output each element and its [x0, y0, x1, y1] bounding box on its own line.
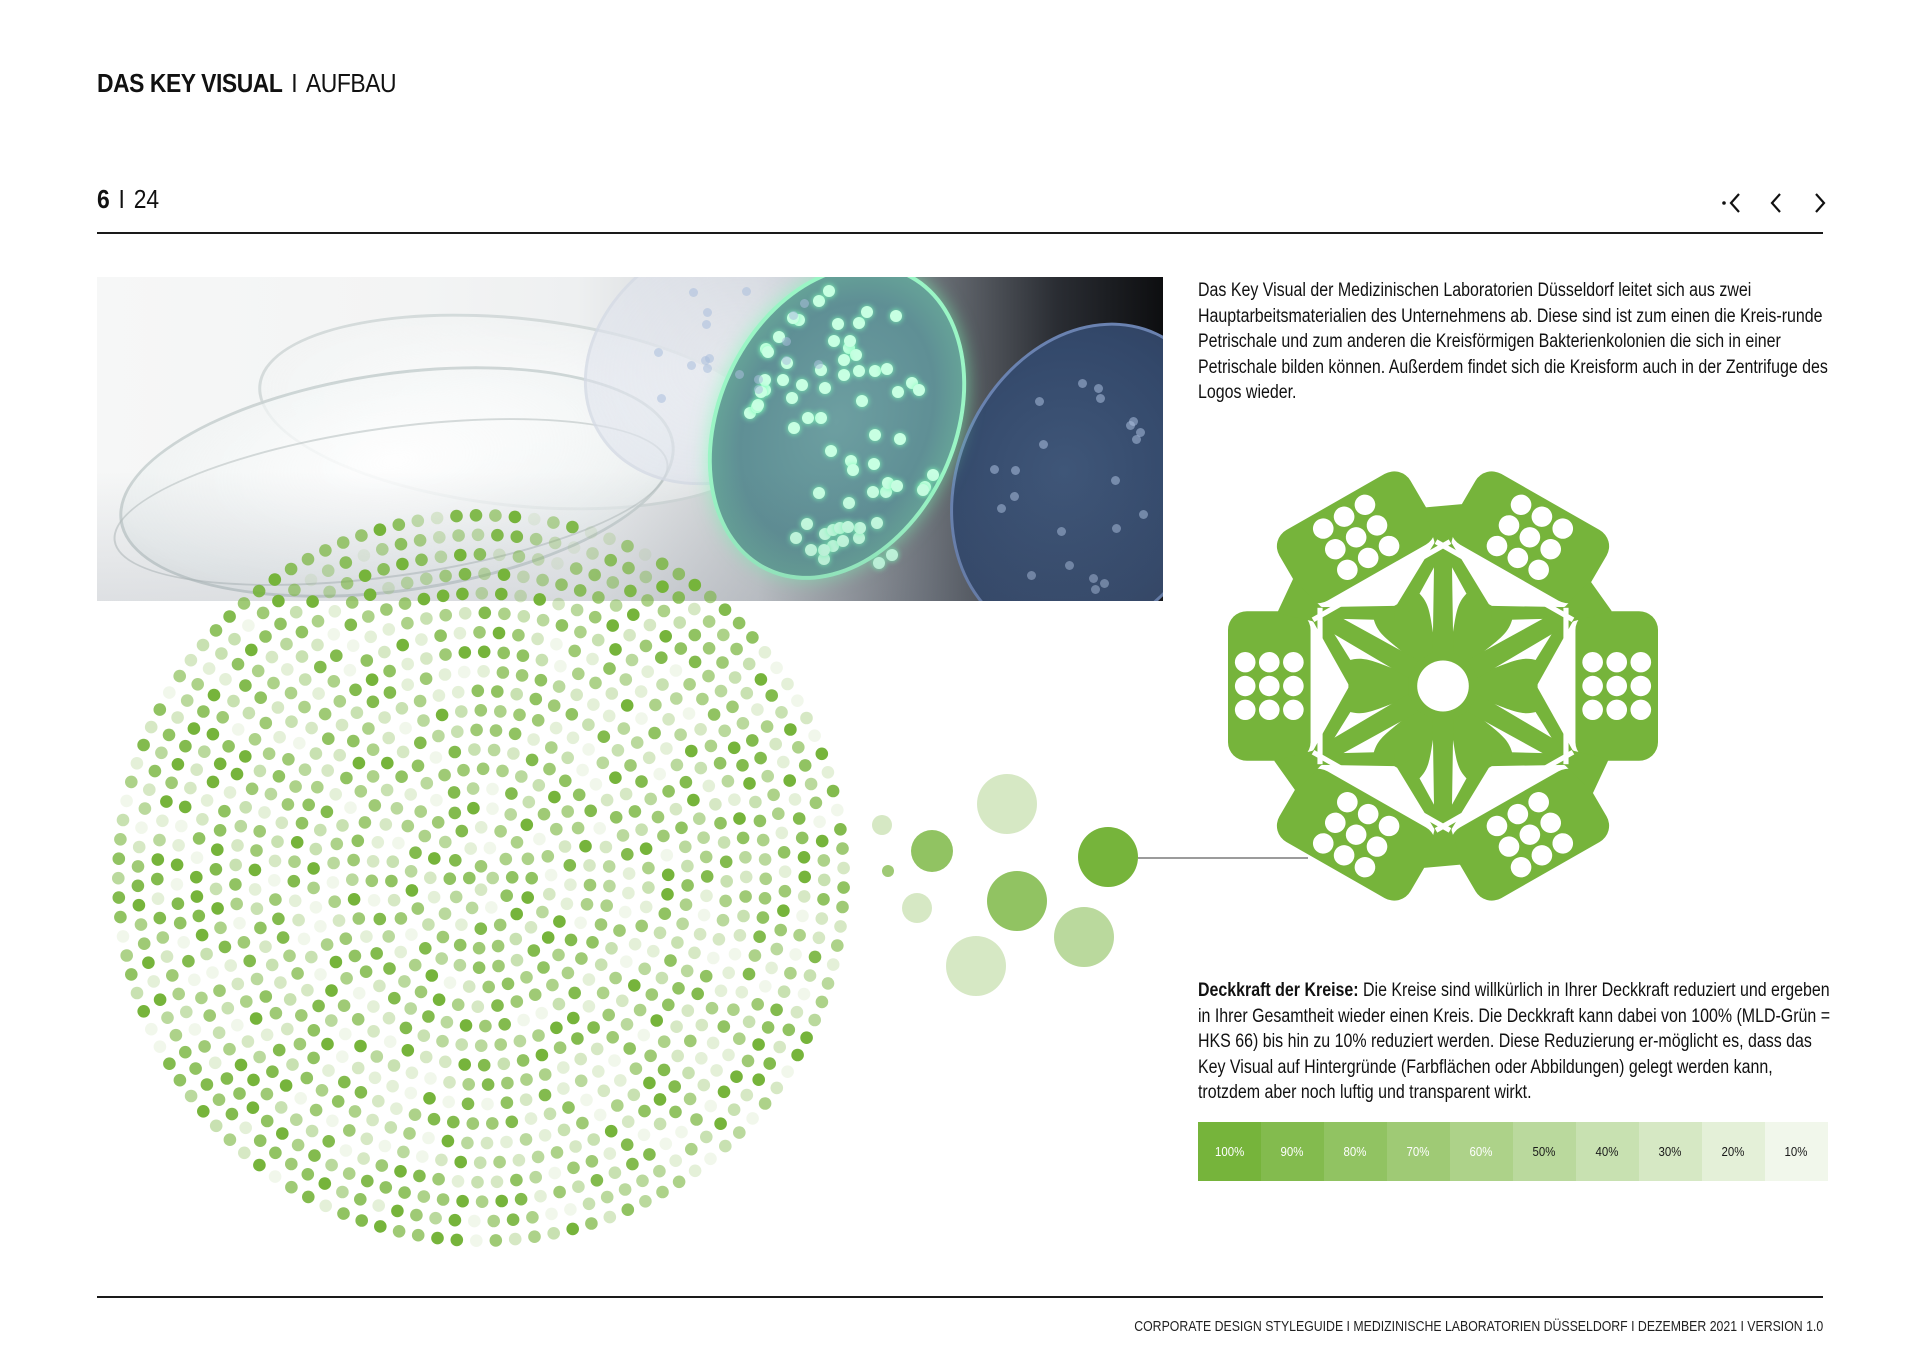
- swatch-90: 90%: [1261, 1122, 1324, 1181]
- opacity-circle: [872, 815, 892, 835]
- centrifuge-icon: [1196, 462, 1690, 910]
- title-separator: I: [291, 68, 298, 98]
- section-title: DAS KEY VISUAL: [97, 68, 283, 98]
- page-separator: I: [118, 184, 125, 214]
- opacity-swatch-scale: [1198, 1122, 1828, 1181]
- chevron-left-icon: [1766, 190, 1786, 216]
- swatch-50: 50%: [1513, 1122, 1576, 1181]
- swatch-10: 10%: [1765, 1122, 1828, 1181]
- next-page-button[interactable]: [1798, 188, 1842, 218]
- intro-paragraph: Das Key Visual der Medizinischen Laboratorien Düsseldorf leitet sich aus zwei Hauptarbeitsmaterialien des Unternehmens ab. Diese sind ist zum einen die Kreis-runde Petrischale und zum anderen die Kreisförmigen Bakterienkolonien die sich in einer Petrischale bilden können. Außerdem findet sich die Kreisform auch in der Zentrifuge des Logos wieder.: [1198, 280, 1828, 403]
- opacity-circle: [977, 774, 1037, 834]
- opacity-circle: [987, 871, 1047, 931]
- opacity-circle: [882, 865, 894, 877]
- opacity-circle: [902, 893, 932, 923]
- opacity-lead: Deckkraft der Kreise:: [1198, 980, 1359, 1001]
- current-page: 6: [97, 184, 110, 214]
- opacity-text: Die Kreise sind willkürlich in Ihrer Deckkraft reduziert und ergeben in Ihrer Gesamtheit wieder einen Kreis. Die Deckkraft kann dabei von 100% (MLD-Grün = HKS 66) bis hin zu 10% reduziert werden. Diese Reduzierung er-möglicht es, dass das Key Visual auf Hintergründe (Farbflächen oder Abbildungen) gelegt werden kann, trotzdem aber noch luftig und transparent wirkt.: [1198, 980, 1831, 1103]
- page-navigation: [1710, 188, 1842, 218]
- header-divider: [97, 232, 1823, 234]
- total-pages: 24: [133, 184, 160, 214]
- swatch-70: 70%: [1387, 1122, 1450, 1181]
- opacity-paragraph: [1198, 978, 1836, 1106]
- opacity-circle: [911, 830, 953, 872]
- swatch-30: 30%: [1639, 1122, 1702, 1181]
- swatch-40: 40%: [1576, 1122, 1639, 1181]
- previous-page-button[interactable]: [1754, 188, 1798, 218]
- petri-dish-photo: [97, 277, 1163, 601]
- page-title: [97, 68, 396, 98]
- first-page-icon: [1720, 190, 1744, 216]
- footer-divider: [97, 1296, 1823, 1298]
- subsection-title: AUFBAU: [305, 68, 397, 98]
- swatch-100: 100%: [1198, 1122, 1261, 1181]
- chevron-right-icon: [1810, 190, 1830, 216]
- swatch-80: 80%: [1324, 1122, 1387, 1181]
- swatch-60: 60%: [1450, 1122, 1513, 1181]
- opacity-circle: [1078, 827, 1138, 887]
- opacity-circle: [1054, 907, 1114, 967]
- footer-text: CORPORATE DESIGN STYLEGUIDE I MEDIZINISCHE LABORATORIEN DÜSSELDORF I DEZEMBER 2021 I VERSION 1.0: [1134, 1318, 1823, 1335]
- opacity-circle: [946, 936, 1006, 996]
- first-page-button[interactable]: [1710, 188, 1754, 218]
- swatch-20: 20%: [1702, 1122, 1765, 1181]
- page-indicator: [97, 184, 159, 214]
- centrifuge-logo: [1196, 462, 1690, 910]
